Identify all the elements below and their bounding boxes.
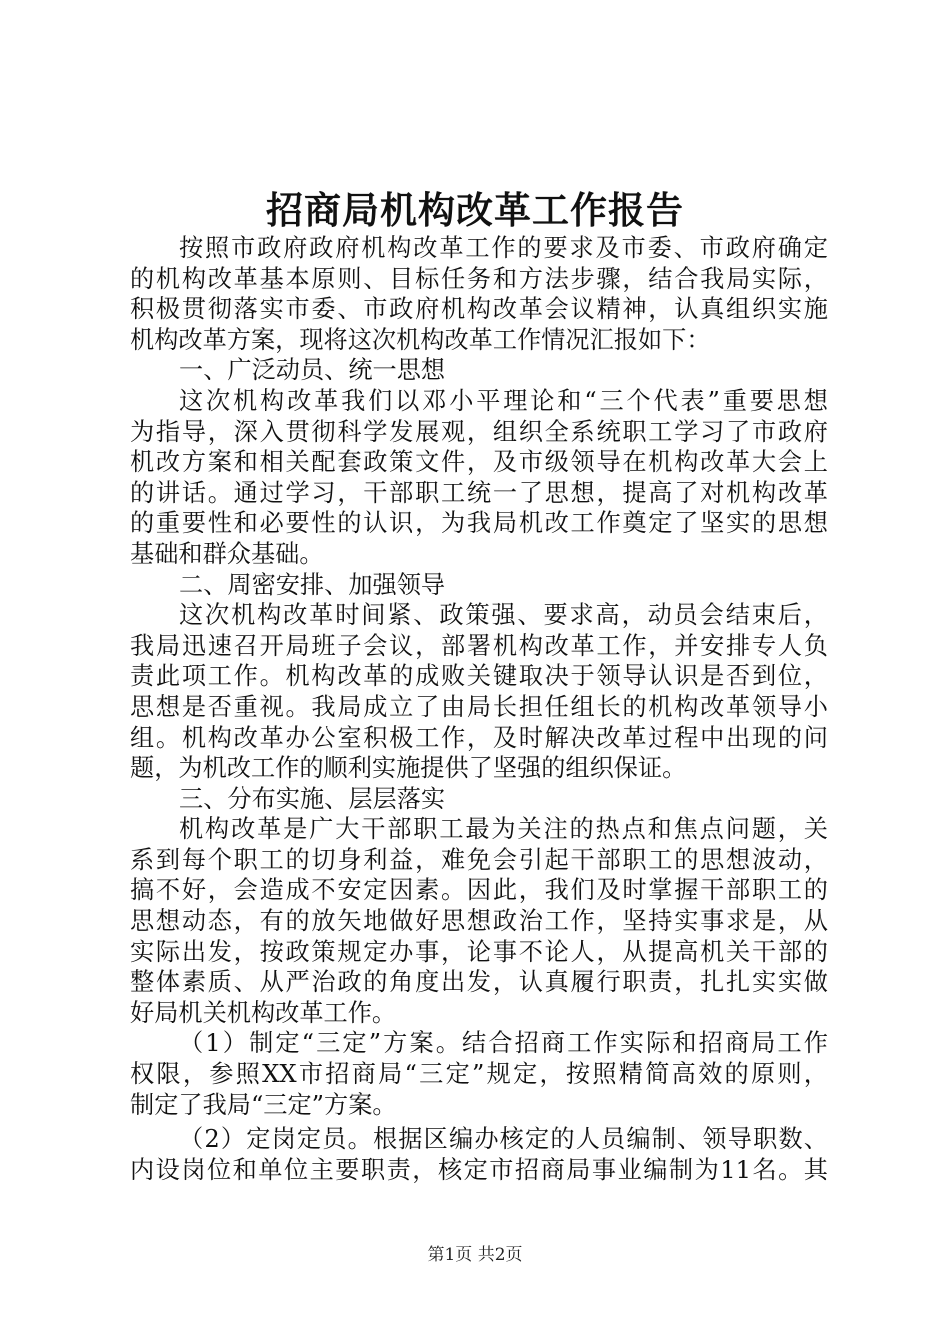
paragraph-line: 组。机构改革办公室积极工作，及时解决改革过程中出现的问	[130, 723, 828, 752]
paragraph-line: 题，为机改工作的顺利实施提供了坚强的组织保证。	[130, 754, 687, 783]
paragraph-line: 这次机构改革时间紧、政策强、要求高，动员会结束后，	[179, 601, 828, 630]
paragraph-line: 我局迅速召开局班子会议，部署机构改革工作，并安排专人负	[130, 631, 828, 660]
document-body	[130, 233, 828, 1185]
paragraph-line: 机改方案和相关配套政策文件，及市级领导在机构改革大会上	[130, 448, 828, 477]
paragraph-line: 为指导，深入贯彻科学发展观，组织全系统职工学习了市政府	[130, 417, 828, 446]
section-heading: 一、广泛动员、统一思想	[179, 356, 446, 385]
paragraph-line: 的重要性和必要性的认识，为我局机改工作奠定了坚实的思想	[130, 509, 828, 538]
paragraph-line: 基础和群众基础。	[130, 539, 324, 568]
document-title: 招商局机构改革工作报告	[266, 188, 684, 232]
paragraph-line: 积极贯彻落实市委、市政府机构改革会议精神，认真组织实施	[130, 295, 828, 324]
paragraph-line: 实际出发，按政策规定办事，论事不论人，从提高机关干部的	[130, 937, 828, 966]
paragraph-line: 思想动态，有的放矢地做好思想政治工作，坚持实事求是，从	[130, 907, 828, 936]
paragraph-line: （1）制定“三定”方案。结合招商工作实际和招商局工作	[179, 1029, 828, 1058]
paragraph-line: 系到每个职工的切身利益，难免会引起干部职工的思想波动，	[130, 845, 828, 874]
paragraph-line: 内设岗位和单位主要职责，核定市招商局事业编制为11名。其	[130, 1155, 828, 1184]
paragraph-line: 思想是否重视。我局成立了由局长担任组长的机构改革领导小	[130, 692, 828, 721]
paragraph-line: 制定了我局“三定”方案。	[130, 1090, 397, 1119]
paragraph-line: 权限，参照XX市招商局“三定”规定，按照精简高效的原则，	[130, 1060, 828, 1089]
paragraph-line: 按照市政府政府机构改革工作的要求及市委、市政府确定	[179, 234, 828, 262]
paragraph-line: 搞不好，会造成不安定因素。因此，我们及时掌握干部职工的	[130, 876, 828, 905]
page-footer: 第1页 共2页	[427, 1245, 523, 1265]
paragraph-line: 机构改革是广大干部职工最为关注的热点和焦点问题，关	[179, 815, 828, 844]
paragraph-line: 责此项工作。机构改革的成败关键取决于领导认识是否到位，	[130, 662, 828, 691]
paragraph-line: 整体素质、从严治政的角度出发，认真履行职责，扎扎实实做	[130, 968, 828, 997]
paragraph-line: 的机构改革基本原则、目标任务和方法步骤，结合我局实际，	[130, 264, 828, 293]
paragraph-line: 这次机构改革我们以邓小平理论和“三个代表”重要思想	[179, 386, 828, 415]
paragraph-line: 的讲话。通过学习，干部职工统一了思想，提高了对机构改革	[130, 478, 828, 507]
section-heading: 三、分布实施、层层落实	[179, 784, 446, 813]
paragraph-line: （2）定岗定员。根据区编办核定的人员编制、领导职数、	[179, 1125, 828, 1154]
paragraph-line: 机构改革方案，现将这次机构改革工作情况汇报如下：	[130, 325, 711, 354]
paragraph-line: 好局机关机构改革工作。	[130, 998, 397, 1027]
section-heading: 二、周密安排、加强领导	[179, 570, 446, 599]
